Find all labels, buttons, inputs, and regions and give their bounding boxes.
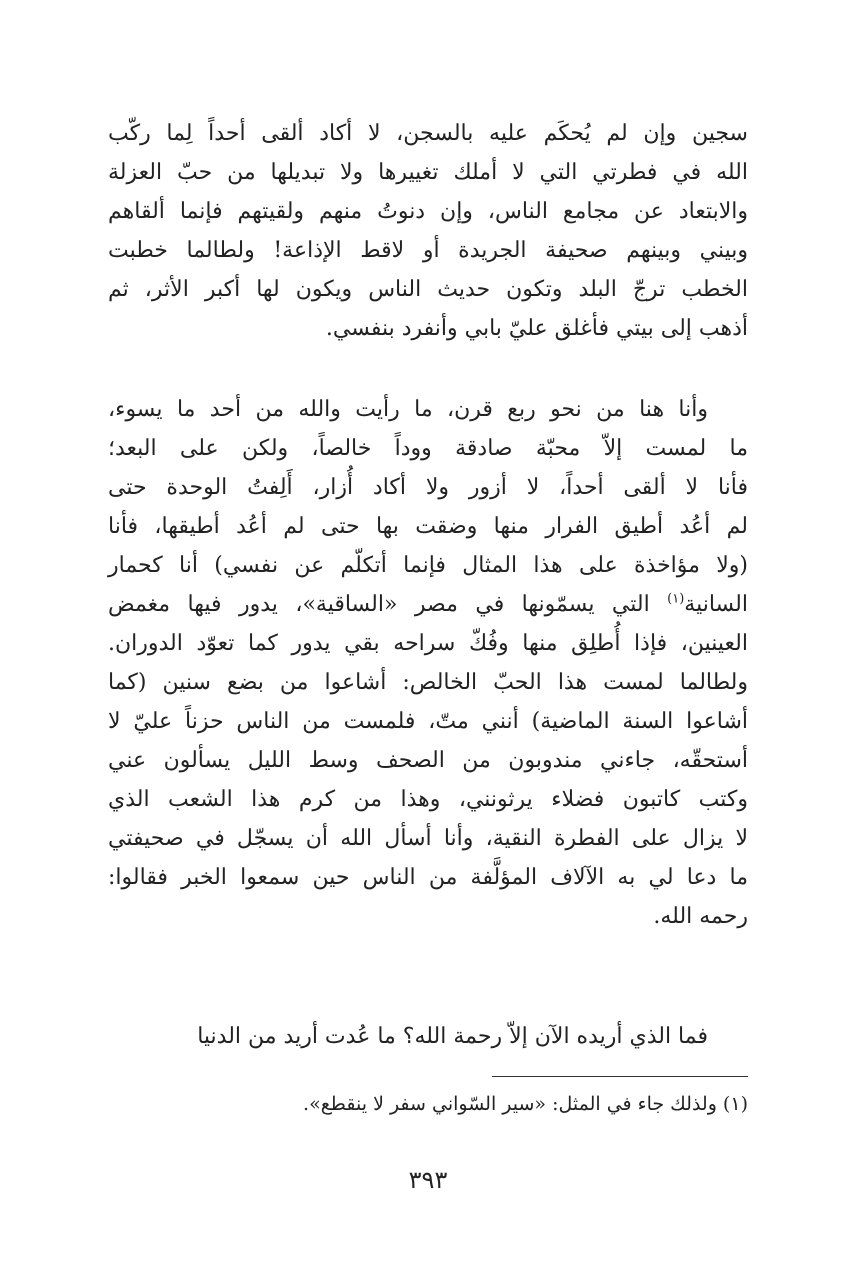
text-line: فأنا لا ألقى أحداً، لا أزور ولا أكاد أُزار، أَلِفتُ الوحدة حتى xyxy=(108,475,749,500)
text-line: أذهب إلى بيتي فأغلق عليّ بابي وأنفرد بنفسي. xyxy=(325,316,748,341)
line-start-word: السانية xyxy=(684,592,748,617)
text-line: أشاعوا السنة الماضية) أنني متّ، فلمست من الناس حزناً عليّ لا xyxy=(108,709,748,734)
text-line: العينين، فإذا أُطلِق منها وفُكّ سراحه بقي يدور كما تعوّد الدوران. xyxy=(108,631,748,656)
text-line: رحمه الله. xyxy=(653,904,748,929)
text-line: لا يزال على الفطرة النقية، وأنا أسأل الله أن يسجّل في صحيفتي xyxy=(108,826,748,851)
text-line: وبيني وبينهم صحيفة الجريدة أو لاقط الإذاعة! ولطالما خطبت xyxy=(108,238,748,263)
paragraph-1 xyxy=(108,114,748,348)
text-line: الخطب ترجّ البلد وتكون حديث الناس ويكون لها أكبر الأثر، ثم xyxy=(108,277,748,302)
line-rest: التي يسمّونها في مصر «الساقية»، يدور فيها مغمض xyxy=(108,592,668,617)
text-line: والابتعاد عن مجامع الناس، وإن دنوتُ منهم ولقيتهم فإنما ألقاهم xyxy=(108,199,748,224)
text-line: الله في فطرتي التي لا أملك تغييرها ولا تبديلها من حبّ العزلة xyxy=(108,160,748,185)
footnote-marker: (١) xyxy=(667,591,685,607)
text-line-with-footnote xyxy=(108,585,748,624)
paragraph-2 xyxy=(108,390,748,936)
text-line: أستحقّه، جاءني مندوبون من الصحف وسط الليل يسألون عني xyxy=(108,748,748,773)
text-line: ولطالما لمست هذا الحبّ الخالص: أشاعوا من بضع سنين (كما xyxy=(108,670,748,695)
page-number: ٣٩٣ xyxy=(408,1166,448,1194)
text-line: ما لمست إلاّ محبّة صادقة ووداً خالصاً، ولكن على البعد؛ xyxy=(108,436,748,461)
text-line: لم أعُد أطيق الفرار منها وضقت بها حتى لم أعُد أطيقها، فأنا xyxy=(108,514,748,539)
text-line: سجين وإن لم يُحكَم عليه بالسجن، لا أكاد ألقى أحداً لِما ركّب xyxy=(108,121,748,146)
paragraph-3 xyxy=(108,1017,748,1056)
footnote-divider xyxy=(492,1076,748,1077)
text-line: ما دعا لي به الآلاف المؤلَّفة من الناس حين سمعوا الخبر فقالوا: xyxy=(108,865,748,890)
text-line: وكتب كاتبون فضلاء يرثونني، وهذا من كرم هذا الشعب الذي xyxy=(108,787,748,812)
text-line: وأنا هنا من نحو ربع قرن، ما رأيت والله من أحد ما يسوء، xyxy=(108,397,708,422)
footnote: (١) ولذلك جاء في المثل: «سير السّواني سفر لا ينقطع». xyxy=(303,1093,748,1115)
text-line: (ولا مؤاخذة على هذا المثال فإنما أتكلّم عن نفسي) أنا كحمار xyxy=(108,553,748,578)
text-line: فما الذي أريده الآن إلاّ رحمة الله؟ ما عُدت أريد من الدنيا xyxy=(197,1024,708,1049)
